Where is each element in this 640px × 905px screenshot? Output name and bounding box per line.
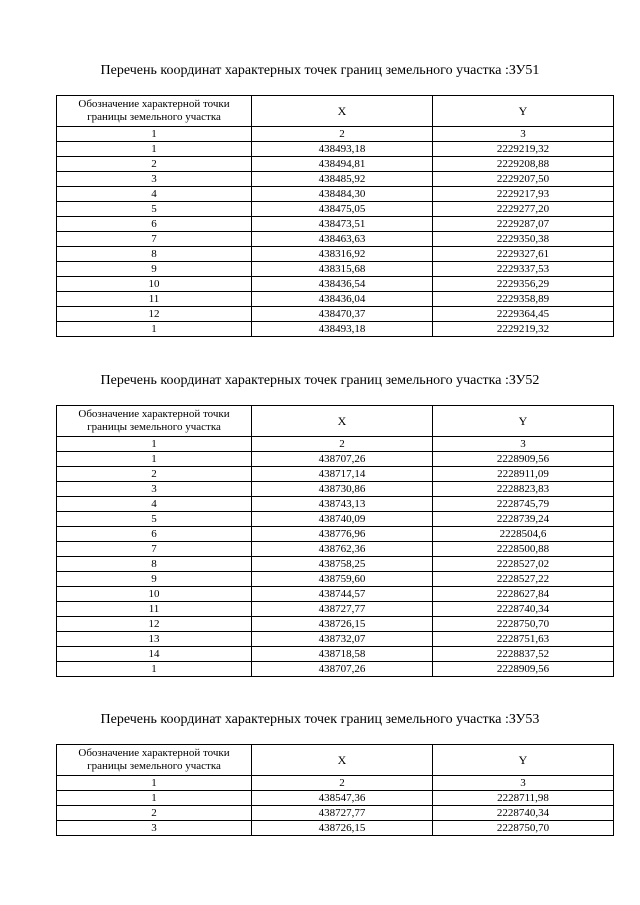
table-column-number-row <box>57 127 614 142</box>
x-coordinate-cell: 438758,25 <box>252 557 433 572</box>
table-row <box>57 172 614 187</box>
table-row <box>57 572 614 587</box>
x-coordinate-cell: 438776,96 <box>252 527 433 542</box>
table-row <box>57 157 614 172</box>
point-number-cell: 11 <box>57 292 252 307</box>
y-coordinate-cell: 2228909,56 <box>433 452 614 467</box>
x-coordinate-cell: 438717,14 <box>252 467 433 482</box>
point-number-cell: 1 <box>57 662 252 677</box>
x-coordinate-cell: 438740,09 <box>252 512 433 527</box>
y-coordinate-cell: 2229287,07 <box>433 217 614 232</box>
x-coordinate-cell: 438732,07 <box>252 632 433 647</box>
table-row <box>57 512 614 527</box>
point-number-cell: 8 <box>57 557 252 572</box>
table-header-row <box>57 96 614 127</box>
y-coordinate-cell: 2228740,34 <box>433 602 614 617</box>
y-coordinate-cell: 2229219,32 <box>433 142 614 157</box>
table-row <box>57 232 614 247</box>
table-row <box>57 791 614 806</box>
column-number-2: 2 <box>252 127 433 142</box>
x-coordinate-cell: 438485,92 <box>252 172 433 187</box>
x-coordinate-cell: 438470,37 <box>252 307 433 322</box>
y-coordinate-cell: 2229358,89 <box>433 292 614 307</box>
coordinates-table-zu52 <box>56 405 614 677</box>
point-number-cell: 12 <box>57 307 252 322</box>
table-row <box>57 217 614 232</box>
point-number-cell: 4 <box>57 497 252 512</box>
point-number-cell: 14 <box>57 647 252 662</box>
column-number-2: 2 <box>252 437 433 452</box>
header-x: X <box>252 406 433 437</box>
point-number-cell: 5 <box>57 202 252 217</box>
table-row <box>57 647 614 662</box>
column-number-1: 1 <box>57 127 252 142</box>
point-number-cell: 12 <box>57 617 252 632</box>
table-row <box>57 527 614 542</box>
point-number-cell: 3 <box>57 482 252 497</box>
column-number-2: 2 <box>252 776 433 791</box>
column-number-3: 3 <box>433 776 614 791</box>
x-coordinate-cell: 438744,57 <box>252 587 433 602</box>
table-row <box>57 806 614 821</box>
x-coordinate-cell: 438727,77 <box>252 806 433 821</box>
point-number-cell: 10 <box>57 277 252 292</box>
y-coordinate-cell: 2229337,53 <box>433 262 614 277</box>
x-coordinate-cell: 438727,77 <box>252 602 433 617</box>
header-y: Y <box>433 406 614 437</box>
point-number-cell: 10 <box>57 587 252 602</box>
table-row <box>57 821 614 836</box>
table-row <box>57 662 614 677</box>
x-coordinate-cell: 438759,60 <box>252 572 433 587</box>
x-coordinate-cell: 438707,26 <box>252 662 433 677</box>
coordinates-table-zu51 <box>56 95 614 337</box>
table-row <box>57 307 614 322</box>
y-coordinate-cell: 2228837,52 <box>433 647 614 662</box>
point-number-cell: 13 <box>57 632 252 647</box>
table-row <box>57 142 614 157</box>
y-coordinate-cell: 2228745,79 <box>433 497 614 512</box>
section-title-zu51: Перечень координат характерных точек границ земельного участка :ЗУ51 <box>100 63 540 78</box>
table-row <box>57 322 614 337</box>
column-number-3: 3 <box>433 127 614 142</box>
y-coordinate-cell: 2228750,70 <box>433 821 614 836</box>
x-coordinate-cell: 438547,36 <box>252 791 433 806</box>
y-coordinate-cell: 2228740,34 <box>433 806 614 821</box>
x-coordinate-cell: 438475,05 <box>252 202 433 217</box>
point-number-cell: 2 <box>57 806 252 821</box>
table-row <box>57 262 614 277</box>
y-coordinate-cell: 2229219,32 <box>433 322 614 337</box>
header-point-designation: Обозначение характерной точки границы земельного участка <box>57 96 252 127</box>
x-coordinate-cell: 438707,26 <box>252 452 433 467</box>
table-row <box>57 497 614 512</box>
x-coordinate-cell: 438494,81 <box>252 157 433 172</box>
y-coordinate-cell: 2228527,22 <box>433 572 614 587</box>
y-coordinate-cell: 2229356,29 <box>433 277 614 292</box>
point-number-cell: 1 <box>57 791 252 806</box>
column-number-3: 3 <box>433 437 614 452</box>
table-header-row <box>57 406 614 437</box>
header-y: Y <box>433 96 614 127</box>
table-row <box>57 292 614 307</box>
table-row <box>57 452 614 467</box>
y-coordinate-cell: 2228750,70 <box>433 617 614 632</box>
x-coordinate-cell: 438762,36 <box>252 542 433 557</box>
table-row <box>57 187 614 202</box>
table-row <box>57 277 614 292</box>
point-number-cell: 1 <box>57 452 252 467</box>
x-coordinate-cell: 438493,18 <box>252 142 433 157</box>
y-coordinate-cell: 2229327,61 <box>433 247 614 262</box>
point-number-cell: 6 <box>57 217 252 232</box>
point-number-cell: 1 <box>57 142 252 157</box>
y-coordinate-cell: 2229208,88 <box>433 157 614 172</box>
x-coordinate-cell: 438315,68 <box>252 262 433 277</box>
table-row <box>57 542 614 557</box>
point-number-cell: 2 <box>57 157 252 172</box>
x-coordinate-cell: 438743,13 <box>252 497 433 512</box>
table-column-number-row <box>57 437 614 452</box>
point-number-cell: 3 <box>57 172 252 187</box>
table-row <box>57 247 614 262</box>
point-number-cell: 2 <box>57 467 252 482</box>
y-coordinate-cell: 2228823,83 <box>433 482 614 497</box>
y-coordinate-cell: 2228909,56 <box>433 662 614 677</box>
section-title-zu52: Перечень координат характерных точек границ земельного участка :ЗУ52 <box>100 373 540 388</box>
point-number-cell: 9 <box>57 572 252 587</box>
x-coordinate-cell: 438436,04 <box>252 292 433 307</box>
point-number-cell: 4 <box>57 187 252 202</box>
table-row <box>57 602 614 617</box>
point-number-cell: 1 <box>57 322 252 337</box>
y-coordinate-cell: 2229364,45 <box>433 307 614 322</box>
y-coordinate-cell: 2228504,6 <box>433 527 614 542</box>
x-coordinate-cell: 438316,92 <box>252 247 433 262</box>
y-coordinate-cell: 2228739,24 <box>433 512 614 527</box>
table-column-number-row <box>57 776 614 791</box>
header-point-designation: Обозначение характерной точки границы земельного участка <box>57 745 252 776</box>
table-row <box>57 467 614 482</box>
point-number-cell: 3 <box>57 821 252 836</box>
header-y: Y <box>433 745 614 776</box>
header-x: X <box>252 96 433 127</box>
point-number-cell: 8 <box>57 247 252 262</box>
x-coordinate-cell: 438730,86 <box>252 482 433 497</box>
y-coordinate-cell: 2229350,38 <box>433 232 614 247</box>
table-header-row <box>57 745 614 776</box>
column-number-1: 1 <box>57 776 252 791</box>
table-row <box>57 632 614 647</box>
section-title-zu53: Перечень координат характерных точек границ земельного участка :ЗУ53 <box>100 712 540 727</box>
x-coordinate-cell: 438463,63 <box>252 232 433 247</box>
y-coordinate-cell: 2228911,09 <box>433 467 614 482</box>
table-row <box>57 202 614 217</box>
x-coordinate-cell: 438726,15 <box>252 821 433 836</box>
table-row <box>57 587 614 602</box>
y-coordinate-cell: 2228751,63 <box>433 632 614 647</box>
y-coordinate-cell: 2228500,88 <box>433 542 614 557</box>
point-number-cell: 5 <box>57 512 252 527</box>
point-number-cell: 11 <box>57 602 252 617</box>
coordinates-table-zu53 <box>56 744 614 836</box>
point-number-cell: 7 <box>57 232 252 247</box>
header-x: X <box>252 745 433 776</box>
x-coordinate-cell: 438493,18 <box>252 322 433 337</box>
y-coordinate-cell: 2229277,20 <box>433 202 614 217</box>
y-coordinate-cell: 2228711,98 <box>433 791 614 806</box>
header-point-designation: Обозначение характерной точки границы земельного участка <box>57 406 252 437</box>
column-number-1: 1 <box>57 437 252 452</box>
point-number-cell: 7 <box>57 542 252 557</box>
y-coordinate-cell: 2229207,50 <box>433 172 614 187</box>
x-coordinate-cell: 438726,15 <box>252 617 433 632</box>
table-row <box>57 617 614 632</box>
y-coordinate-cell: 2228627,84 <box>433 587 614 602</box>
y-coordinate-cell: 2228527,02 <box>433 557 614 572</box>
point-number-cell: 9 <box>57 262 252 277</box>
x-coordinate-cell: 438436,54 <box>252 277 433 292</box>
table-row <box>57 557 614 572</box>
table-row <box>57 482 614 497</box>
x-coordinate-cell: 438484,30 <box>252 187 433 202</box>
x-coordinate-cell: 438473,51 <box>252 217 433 232</box>
y-coordinate-cell: 2229217,93 <box>433 187 614 202</box>
x-coordinate-cell: 438718,58 <box>252 647 433 662</box>
point-number-cell: 6 <box>57 527 252 542</box>
